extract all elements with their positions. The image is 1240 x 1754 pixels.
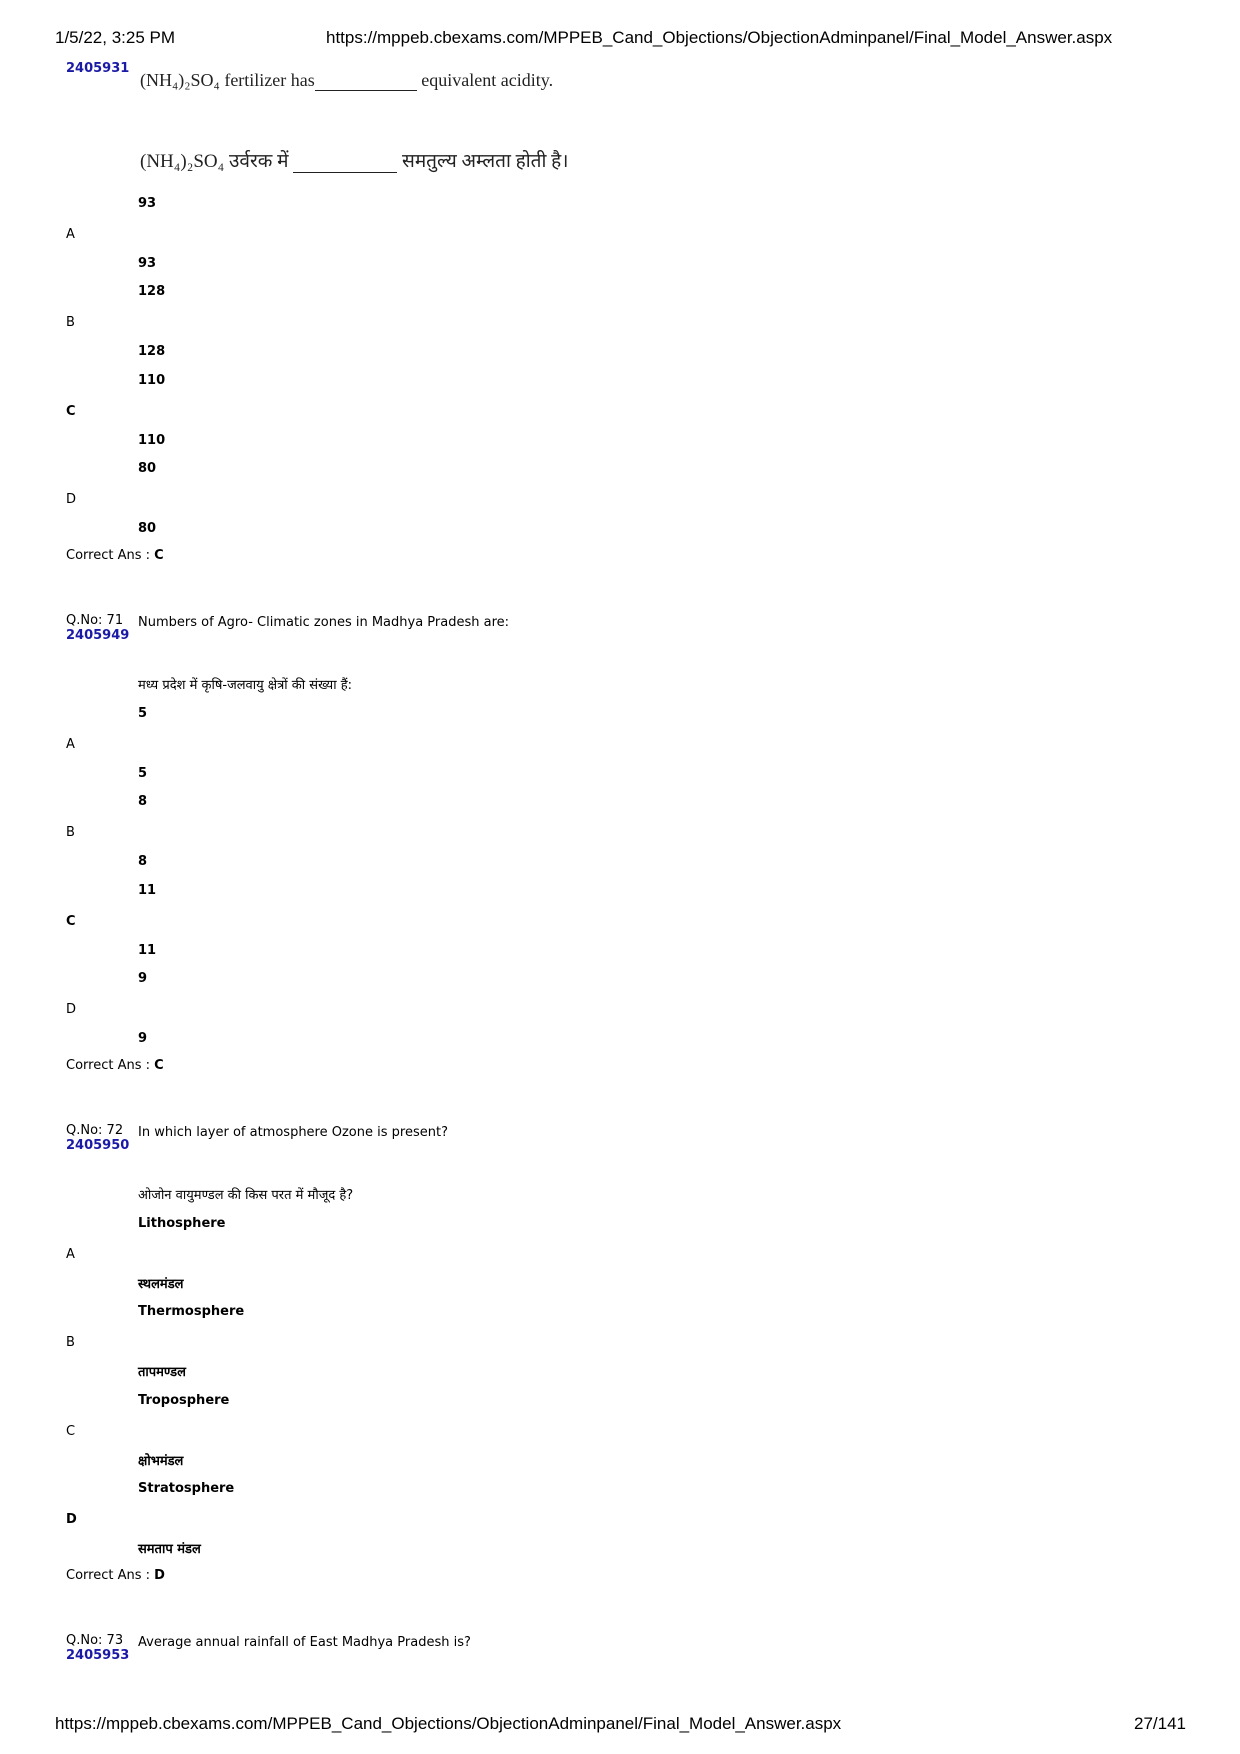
option-c-english: Troposphere xyxy=(138,1393,230,1408)
option-c-letter: C xyxy=(66,404,76,419)
option-d-english: 80 xyxy=(138,461,157,476)
option-a-hindi: स्थलमंडल xyxy=(138,1277,184,1292)
question-number: Q.No: 72 xyxy=(66,1123,124,1138)
option-d-letter: D xyxy=(66,492,77,507)
correct-answer: Correct Ans : C xyxy=(66,1058,164,1073)
question-text-english: Average annual rainfall of East Madhya Pradesh is? xyxy=(138,1635,471,1650)
option-d-english: Stratosphere xyxy=(138,1481,235,1496)
question-text-hindi: मध्य प्रदेश में कृषि-जलवायु क्षेत्रों की संख्या हैं: xyxy=(138,678,352,693)
question-id: 2405949 xyxy=(66,628,130,643)
option-c-english: 110 xyxy=(138,373,166,388)
question-number: Q.No: 73 xyxy=(66,1633,124,1648)
option-a-hindi: 5 xyxy=(138,766,148,781)
question-id: 2405931 xyxy=(66,61,130,76)
question-id: 2405953 xyxy=(66,1648,130,1663)
question-id: 2405950 xyxy=(66,1138,130,1153)
option-c-hindi: 110 xyxy=(138,433,166,448)
option-d-hindi: समताप मंडल xyxy=(138,1542,201,1557)
option-a-letter: A xyxy=(66,227,75,242)
option-a-english: 93 xyxy=(138,196,157,211)
option-b-english: Thermosphere xyxy=(138,1304,245,1319)
option-d-hindi: 9 xyxy=(138,1031,148,1046)
option-d-letter: D xyxy=(66,1512,77,1527)
option-c-english: 11 xyxy=(138,883,157,898)
option-b-english: 128 xyxy=(138,284,166,299)
correct-answer: Correct Ans : C xyxy=(66,548,164,563)
print-url: https://mppeb.cbexams.com/MPPEB_Cand_Objections/ObjectionAdminpanel/Final_Model_Answer.aspx xyxy=(326,28,1113,47)
question-text-english: (NH₄)₂SO₄ fertilizer has equivalent acidity. xyxy=(140,70,554,90)
option-b-hindi: 8 xyxy=(138,854,148,869)
question-text-english: In which layer of atmosphere Ozone is present? xyxy=(138,1125,448,1140)
option-b-letter: B xyxy=(66,825,75,840)
question-number: Q.No: 71 xyxy=(66,613,124,628)
footer-url: https://mppeb.cbexams.com/MPPEB_Cand_Objections/ObjectionAdminpanel/Final_Model_Answer.aspx xyxy=(55,1714,842,1733)
option-c-letter: C xyxy=(66,914,76,929)
option-b-hindi: 128 xyxy=(138,344,166,359)
option-a-letter: A xyxy=(66,1247,75,1262)
option-d-letter: D xyxy=(66,1002,77,1017)
option-b-hindi: तापमण्डल xyxy=(138,1365,186,1380)
correct-answer: Correct Ans : D xyxy=(66,1568,165,1583)
option-c-letter: C xyxy=(66,1424,76,1439)
option-a-english: Lithosphere xyxy=(138,1216,226,1231)
option-d-english: 9 xyxy=(138,971,148,986)
question-text-hindi: (NH₄)₂SO₄ उर्वरक में समतुल्य अम्लता होती है। xyxy=(140,151,569,172)
option-c-hindi: क्षोभमंडल xyxy=(138,1454,184,1469)
print-datetime: 1/5/22, 3:25 PM xyxy=(55,28,176,47)
option-b-letter: B xyxy=(66,315,75,330)
page-number: 27/141 xyxy=(1134,1714,1186,1733)
option-a-english: 5 xyxy=(138,706,148,721)
option-b-english: 8 xyxy=(138,794,148,809)
option-d-hindi: 80 xyxy=(138,521,157,536)
question-text-hindi: ओजोन वायुमण्डल की किस परत में मौजूद है? xyxy=(138,1188,354,1203)
question-text-english: Numbers of Agro- Climatic zones in Madhya Pradesh are: xyxy=(138,615,510,630)
option-a-letter: A xyxy=(66,737,75,752)
option-b-letter: B xyxy=(66,1335,75,1350)
option-a-hindi: 93 xyxy=(138,256,157,271)
option-c-hindi: 11 xyxy=(138,943,157,958)
